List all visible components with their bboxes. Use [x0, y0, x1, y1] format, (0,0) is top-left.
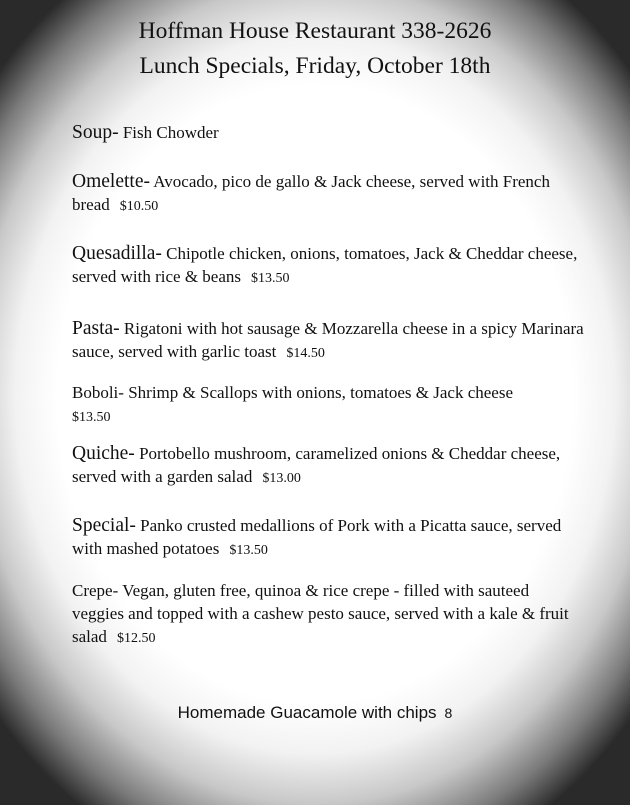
item-price: $13.00	[262, 471, 301, 486]
menu-item-quesadilla	[72, 242, 592, 290]
menu-item-quiche	[72, 442, 592, 490]
item-description: Shrimp & Scallops with onions, tomatoes & Jack cheese	[123, 383, 514, 402]
menu-item-pasta	[72, 317, 592, 365]
menu-item-soup	[72, 121, 592, 144]
item-description: Fish Chowder	[118, 123, 219, 142]
menu-item-omelette	[72, 170, 592, 218]
menu-item-boboli	[72, 381, 612, 429]
item-name: Crepe-	[72, 581, 119, 600]
item-price: $10.50	[119, 199, 159, 214]
item-name: Soup-	[72, 122, 119, 143]
item-price: $14.50	[286, 346, 325, 361]
item-description: Avocado, pico de gallo & Jack cheese, served with French bread	[72, 172, 550, 214]
item-description: Panko crusted medallions of Pork with a Picatta sauce, served with mashed potatoes	[72, 516, 562, 558]
item-description: Vegan, gluten free, quinoa & rice crepe - filled with sauteed veggies and topped with a cashew pesto sauce, served with a kale & fruit salad	[72, 581, 569, 646]
item-price: $13.50	[251, 271, 290, 286]
item-name: Pasta-	[72, 318, 120, 339]
item-name: Omelette-	[72, 171, 150, 192]
item-description: Rigatoni with hot sausage & Mozzarella cheese in a spicy Marinara sauce, served with garlic toast	[72, 319, 584, 361]
item-description: Portobello mushroom, caramelized onions & Cheddar cheese, served with a garden salad	[72, 444, 561, 486]
menu-header	[0, 14, 630, 84]
menu-item-crepe	[72, 579, 572, 650]
item-price: $13.50	[72, 410, 111, 425]
specials-date: Lunch Specials, Friday, October 18th	[139, 53, 491, 79]
item-price: $12.50	[116, 631, 156, 646]
guacamole-price: 8	[444, 705, 453, 721]
item-description: Chipotle chicken, onions, tomatoes, Jack & Cheddar cheese, served with rice & beans	[72, 244, 578, 286]
item-name: Quesadilla-	[72, 243, 162, 264]
restaurant-title: Hoffman House Restaurant 338-2626	[138, 18, 492, 44]
item-price: $13.50	[229, 543, 268, 558]
item-name: Boboli-	[72, 383, 124, 402]
item-name: Quiche-	[72, 443, 135, 464]
menu-footer	[0, 703, 630, 723]
guacamole-item: Homemade Guacamole with chips	[177, 703, 437, 722]
menu-item-special	[72, 514, 582, 562]
item-name: Special-	[72, 515, 136, 536]
